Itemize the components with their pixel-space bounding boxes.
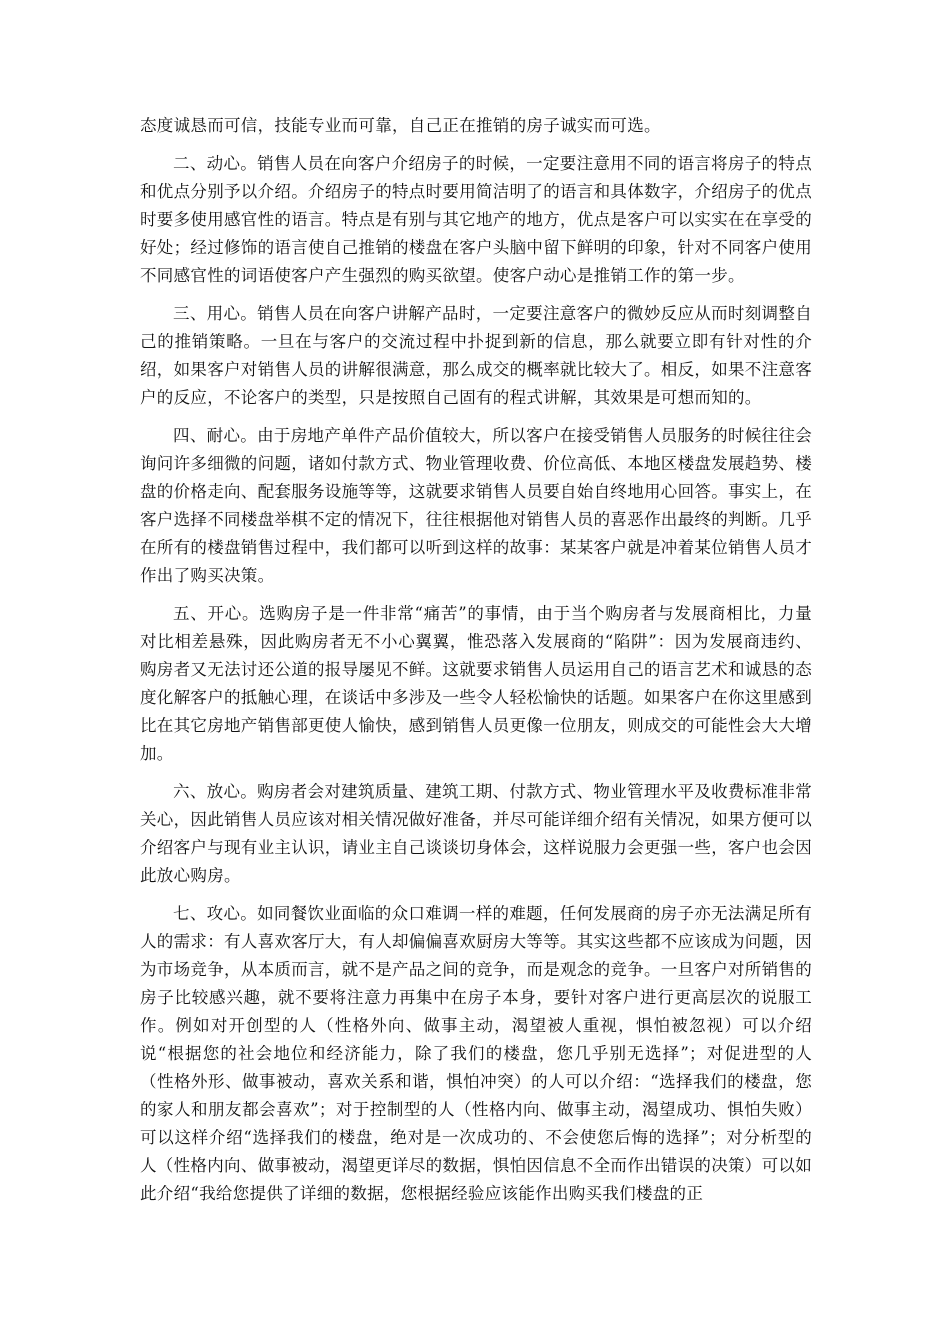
paragraph-gongxin: 七、攻心。如同餐饮业面临的众口难调一样的难题，任何发展商的房子亦无法满足所有人的需求：有人喜欢客厅大，有人却偏偏喜欢厨房大等等。其实这些都不应该成为问题，因为市场竞争，从本质而言，就不是产品之间的竞争，而是观念的竞争。一旦客户对所销售的房子比较感兴趣，就不要将注意力再集中在房子本身，要针对客户进行更高层次的说服工作。例如对开创型的人（性格外向、做事主动，渴望被人重视，惧怕被忽视）可以介绍说“根据您的社会地位和经济能力，除了我们的楼盘，您几乎别无选择”；对促进型的人（性格外形、做事被动，喜欢关系和谐，惧怕冲突）的人可以介绍：“选择我们的楼盘，您的家人和朋友都会喜欢”；对于控制型的人（性格内向、做事主动，渴望成功、惧怕失败）可以这样介绍“选择我们的楼盘，绝对是一次成功的、不会使您后悔的选择”；对分析型的人（性格内向、做事被动，渴望更详尽的数据，惧怕因信息不全而作出错误的决策）可以如此介绍“我给您提供了详细的数据，您根据经验应该能作出购买我们楼盘的正 [140,904,812,1203]
paragraph-continuation: 态度诚恳而可信，技能专业而可靠，自己正在推销的房子诚实而可选。 [140,116,661,135]
paragraph-naixin: 四、耐心。由于房地产单件产品价值较大，所以客户在接受销售人员服务的时候往往会询问许多细微的问题，诸如付款方式、物业管理收费、价位高低、本地区楼盘发展趋势、楼盘的价格走向、配套服务设施等等，这就要求销售人员要自始自终地用心回答。事实上，在客户选择不同楼盘举棋不定的情况下，往往根据他对销售人员的喜恶作出最终的判断。几乎在所有的楼盘销售过程中，我们都可以听到这样的故事：某某客户就是冲着某位销售人员才作出了购买决策。 [140,426,812,585]
paragraph-yongxin: 三、用心。销售人员在向客户讲解产品时，一定要注意客户的微妙反应从而时刻调整自己的推销策略。一旦在与客户的交流过程中扑捉到新的信息，那么就要立即有针对性的介绍，如果客户对销售人员的讲解很满意，那么成交的概率就比较大了。相反，如果不注意客户的反应，不论客户的类型，只是按照自己固有的程式讲解，其效果是可想而知的。 [140,304,812,407]
document-body [140,112,812,1218]
paragraph-dongxin: 二、动心。销售人员在向客户介绍房子的时候，一定要注意用不同的语言将房子的特点和优点分别予以介绍。介绍房子的特点时要用简洁明了的语言和具体数字，介绍房子的优点时要多使用感官性的语言。特点是有别与其它地产的地方，优点是客户可以实实在在享受的好处；经过修饰的语言使自己推销的楼盘在客户头脑中留下鲜明的印象，针对不同客户使用不同感官性的词语使客户产生强烈的购买欲望。使客户动心是推销工作的第一步。 [140,154,812,285]
paragraph-fangxin: 六、放心。购房者会对建筑质量、建筑工期、付款方式、物业管理水平及收费标准非常关心，因此销售人员应该对相关情况做好准备，并尽可能详细介绍有关情况，如果方便可以介绍客户与现有业主认识，请业主自己谈谈切身体会，这样说服力会更强一些，客户也会因此放心购房。 [140,782,812,885]
paragraph-kaixin: 五、开心。选购房子是一件非常“痛苦”的事情，由于当个购房者与发展商相比，力量对比相差悬殊，因此购房者无不小心翼翼，惟恐落入发展商的“陷阱”：因为发展商违约、购房者又无法讨还公道的报导屡见不鲜。这就要求销售人员运用自己的语言艺术和诚恳的态度化解客户的抵触心理，在谈话中多涉及一些令人轻松愉快的话题。如果客户在你这里感到比在其它房地产销售部更使人愉快，感到销售人员更像一位朋友，则成交的可能性会大大增加。 [140,604,812,763]
